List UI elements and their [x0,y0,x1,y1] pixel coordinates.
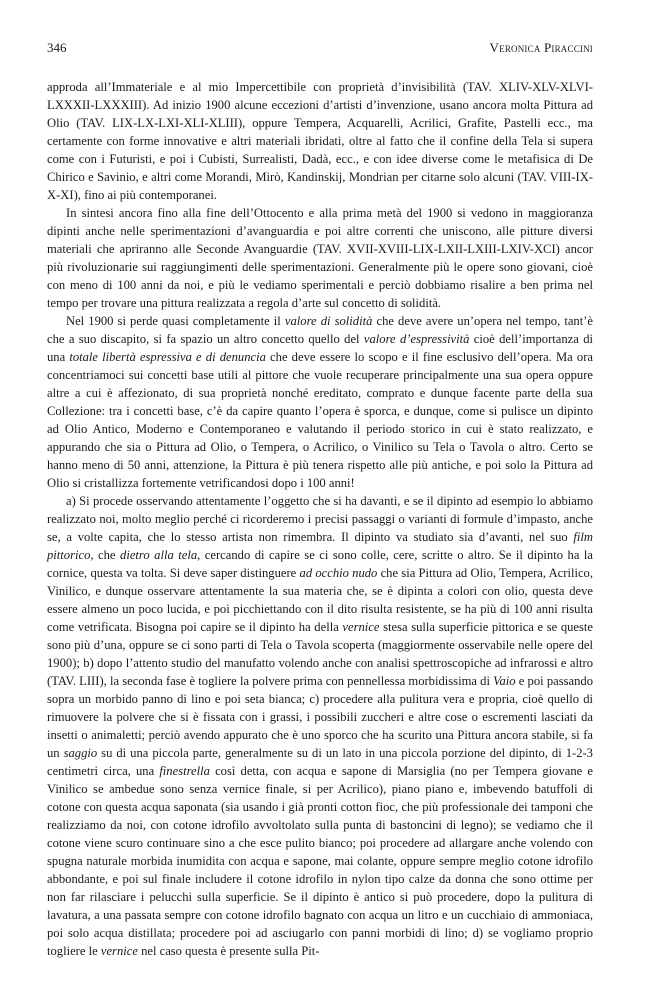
italic-text: ad occhio nudo [299,566,378,580]
italic-text: valore d’espressività [363,332,470,346]
text-run: a) Si procede osservando attentamente l’oggetto che si ha davanti, e se il dipinto ad esempio lo abbiamo realizzato noi, molto meglio perché ci ricorderemo i precisi passaggi o varianti di formule d’impasto, anche se, a volte capita, che lo stesso artista non rimembra. Il dipinto va studiato sia d’avanti, nel suo [47,494,593,544]
paragraph [47,312,593,492]
page-number: 346 [47,40,67,55]
text-run: stesa sulla superficie pittorica e se queste sono più d’una, oppure se ci sono parti di Tela o Tavola scoperta (maggiormente osservabile nelle opere del 1900); b) dopo l’attento studio del manufatto volendo anche con analisi spettroscopiche ad infrarossi e altro (TAV. LIII), la seconda fase è togliere la polvere prima con pennellessa morbidissima di [47,620,594,688]
text-run: che sia Pittura ad Olio, Tempera, Acrilico, Vinilico, e dunque osservare attentamente la sua materia che, se è dipinta a colori con olio, questa deve essere almeno un poco lucida, e poi picchiettando con il dito risulta resistente, se ha più di 100 anni risulta come vetrificata. Bisogna poi capire se il dipinto ha della [47,566,593,634]
text-run: e poi passando sopra un morbido panno di lino e poi seta bianca; c) procedere alla pulitura vera e propria, cioè quello di rimuovere la polvere che si è fissata con i grassi, i possibili zuccheri e altre cose o escrementi lasciati da insetti o animaletti; perciò avendo appurato che è uno sporco che ha scurito una Pittura ancora stabile, si fa un [47,674,593,760]
body-text [47,78,593,960]
text-run: , cercando di capire se ci sono colle, cere, scritte o altro. Se il dipinto ha la cornice, questa va tolta. Si deve saper distinguere [47,548,594,580]
book-page [47,40,593,960]
text-run: su di una piccola parte, generalmente su di un lato in una piccola porzione del dipinto, di 1-2-3 centimetri circa, una [47,746,593,778]
paragraph [47,492,593,960]
italic-text: vernice [342,620,380,634]
paragraph [47,204,593,312]
text-run: , che [90,548,121,562]
running-header [47,40,593,60]
text-run: Nel 1900 si perde quasi completamente il [66,314,285,328]
italic-text: film pittorico [47,530,593,562]
text-run: approda all’Immateriale e al mio Impercettibile con proprietà d’invisibilità (TAV. XLIV-XLV-XLVI-LXXXII-LXXXIII). Ad inizio 1900 alcune eccezioni d’artisti d’invenzione, usano ancora molta Pittura ad Olio (TAV. LIX-LX-LXI-XLI-XLIII), oppure Tempera, Acquarelli, Acrilici, Grafite, Pastelli ecc., ma certamente con forme innovative e altri materiali ibridati, oltre al fatto che il confine della Tela si supera come con i Futuristi, e poi i Cubisti, Surrealisti, Dadà, ecc., e con idee diverse come le metafisica di De Chirico e Savinio, e altri come Morandi, Mirò, Kandinskij, Mondrian per citarne solo alcuni (TAV. VIII-IX-X-XI), fino ai più contemporanei. [47,80,593,202]
italic-text: totale libertà espressiva e di denuncia [69,350,266,364]
text-run: In sintesi ancora fino alla fine dell’Ottocento e alla prima metà del 1900 si vedono in maggioranza dipinti anche nelle sperimentazioni d’avanguardia e poi altre correnti che uniscono, alle pitture diversi materiali che apriranno alle Seconde Avanguardie (TAV. XVII-XVIII-LIX-LXII-LXIII-LXIV-XCI) ancor più rivoluzionarie sui raggiungimenti delle sperimentazioni. Generalmente più le opere sono giovani, cioè con meno di 100 anni da noi, e più le vediamo sperimentali e perciò dobbiamo risalire a ben prima nel tempo per trovare una pittura realizzata a regola d’arte sul concetto di solidità. [47,206,593,310]
text-run: nel caso questa è presente sulla Pit- [137,944,320,958]
italic-text: saggio [63,746,98,760]
italic-text: dietro alla tela [120,548,198,562]
text-run: che deve avere un’opera nel tempo, tant’è che a suo discapito, si fa spazio un altro concetto quello del [47,314,593,346]
italic-text: valore di solidità [284,314,373,328]
text-run: cioè dell’importanza di una [47,332,593,364]
text-run: così detta, con acqua e sapone di Marsiglia (no per Tempera giovane e Vinilico se ambedue sono senza vernice finale, si per Acrilico), piano piano e, imbevendo batuffoli di cotone con questa acqua saponata (sia usando i già pronti cotton fioc, che più professionale dei tamponi che realizziamo da noi, con cotone idrofilo avvoltolato sulla punta di bastoncini di legno); se vediamo che il cotone viene scuro continuare sino a che esce pulito bianco; poi procedere ad allargare anche volendo con spugna naturale morbida inumidita con acqua e sapone, mai colante, oppure sempre meglio cotone idrofilo abbondante, e poi sul finale includere il cotone idrofilo in nylon tipo calze da donna che sono ottime per non far rilasciare i pelucchi sulla superficie. Se il dipinto è antico si può procedere, dopo la pulitura di lavatura, a una passata sempre con cotone idrofilo bagnato con acqua un litro e un cucchiaio di ammoniaca, poi solo acqua distillata; procedere poi ad asciugarlo con panni morbidi di lino; d) se vogliamo proprio togliere le [47,764,593,958]
italic-text: Vaio [493,674,516,688]
paragraph [47,78,593,204]
running-title: Veronica Piraccini [489,40,593,55]
italic-text: vernice [100,944,138,958]
italic-text: finestrella [159,764,210,778]
text-run: che deve essere lo scopo e il fine esclusivo dell’opera. Ma ora concentriamoci sui concetti base utili al pittore che vuole recuperare principalmente una sua opera oppure altre a cui è affezionato, di sua proprietà nonché ereditato, comprato e dunque facente parte della sua Collezione: tra i concetti base, c’è da capire quanto l’opera è sporca, e dunque, come si pulisce un dipinto ad Olio Antico, Moderno e Contemporaneo e valutando il periodo storico in cui è stato realizzato, e appurando che sia o Pittura ad Olio, o Tempera, o Acrilico, o Vinilico su Tela o Tavola o altro. Certo se hanno meno di 50 anni, attenzione, la Pittura è più tenera rispetto alle più antiche, e poi solo la Pittura ad Olio si cristallizza fortemente vetrificandosi dopo i 100 anni! [47,350,593,490]
